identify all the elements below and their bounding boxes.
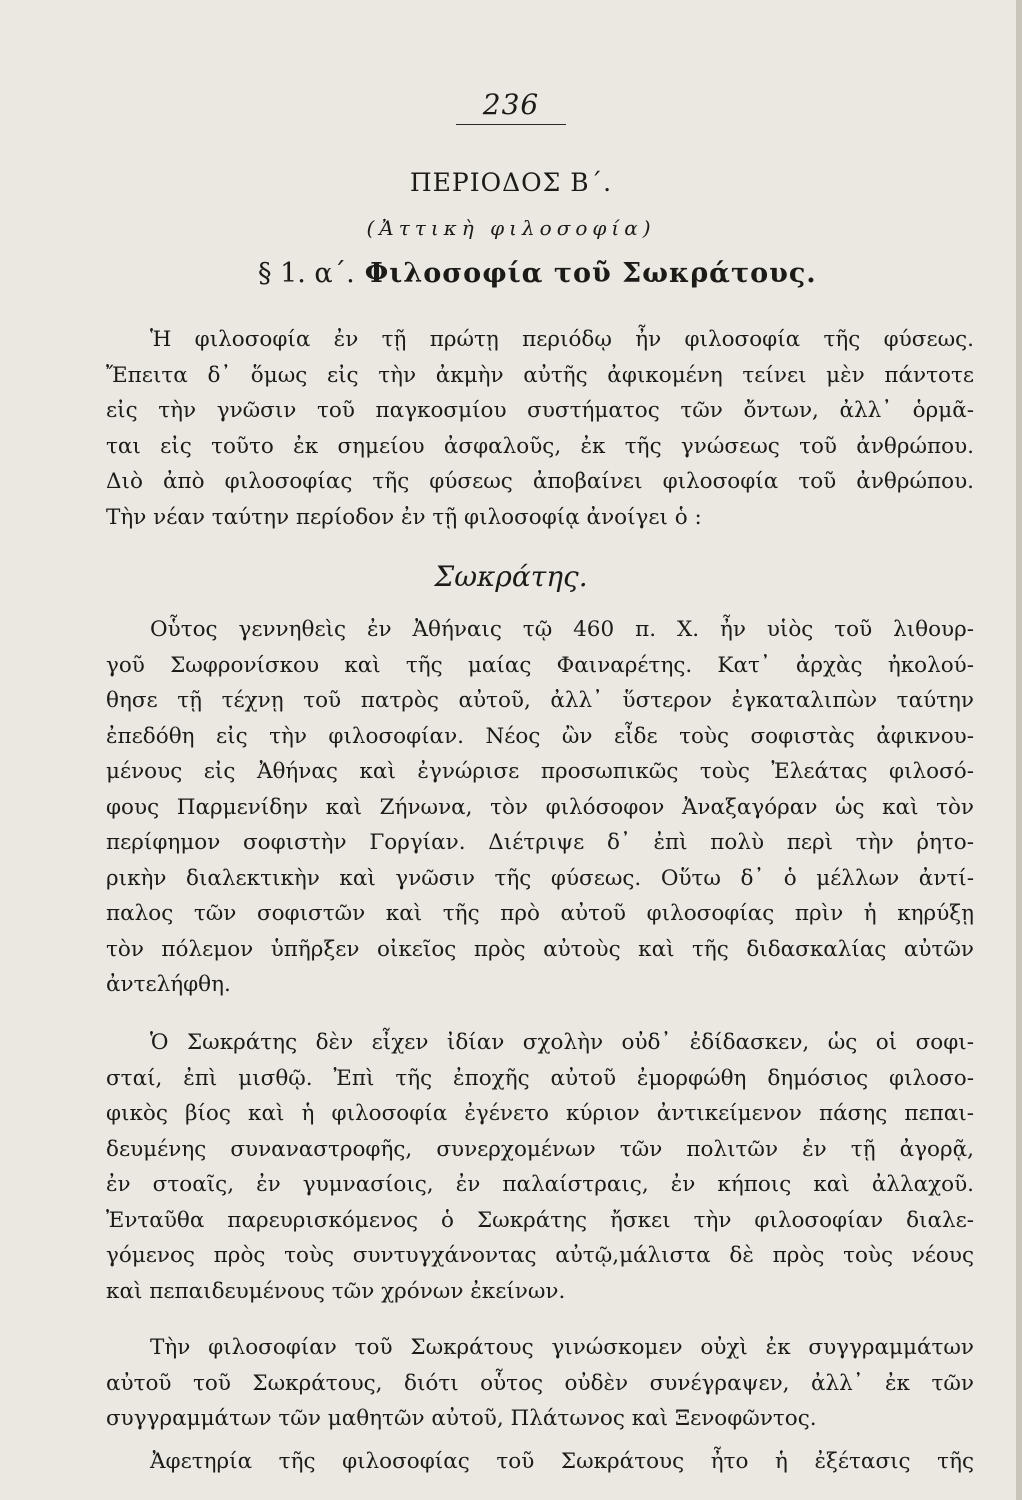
text-line: παλος τῶν σοφιστῶν καὶ τῆς πρὸ αὐτοῦ φιλοσοφίας πρὶν ἡ κηρύξῃ <box>106 901 974 926</box>
text-line: εἰς τὴν γνῶσιν τοῦ παγκοσμίου συστήματος τῶν ὄντων, ἀλλ᾽ ὁρμᾶ- <box>106 398 974 423</box>
text-line: φους Παρμενίδην καὶ Ζήνωνα, τὸν φιλόσοφον Ἀναξαγόραν ὡς καὶ τὸν <box>106 794 974 820</box>
text-line: αὐτοῦ τοῦ Σωκράτους, διότι οὗτος οὐδὲν συνέγραψεν, ἀλλ᾽ ἐκ τῶν <box>106 1370 974 1396</box>
text-line: ἀντελήφθη. <box>106 972 231 997</box>
text-line: τὸν πόλεμον ὑπῆρξεν οἰκεῖος πρὸς αὐτοὺς καὶ τῆς διδασκαλίας αὐτῶν <box>106 936 974 962</box>
page-number-rule <box>456 124 566 125</box>
text-line: Οὗτος γεννηθεὶς ἐν Ἀθήναις τῷ 460 π. Χ. ἦν υἱὸς τοῦ λιθουρ- <box>150 617 974 642</box>
text-line: Ἀφετηρία τῆς φιλοσοφίας τοῦ Σωκράτους ἦτο ἡ ἐξέτασις τῆς <box>150 1449 974 1474</box>
text-line: συγγραμμάτων τῶν μαθητῶν αὐτοῦ, Πλάτωνος καὶ Ξενοφῶντος. <box>106 1406 817 1431</box>
text-line: δευμένης συναναστροφῆς, συνερχομένων τῶν πολιτῶν ἐν τῇ ἀγορᾷ, <box>106 1136 974 1162</box>
name-heading: Σωκράτης. <box>434 560 588 593</box>
text-line: μένους εἰς Ἀθήνας καὶ ἐγνώρισε προσωπικῶς τοὺς Ἐλεάτας φιλοσό- <box>106 759 974 784</box>
section-heading <box>258 258 958 289</box>
text-line: Ἔπειτα δ᾽ ὅμως εἰς τὴν ἀκμὴν αὐτῆς ἀφικομένη τείνει μὲν πάντοτε <box>106 362 974 388</box>
text-line: σταί, ἐπὶ μισθῷ. Ἐπὶ τῆς ἐποχῆς αὐτοῦ ἐμορφώθη δημόσιος φιλοσο- <box>106 1065 974 1091</box>
text-line: περίφημον σοφιστὴν Γοργίαν. Διέτριψε δ᾽ ἐπὶ πολὺ περὶ τὴν ῥητο- <box>106 830 974 855</box>
text-line: Ὁ Σωκράτης δὲν εἶχεν ἰδίαν σχολὴν οὐδ᾽ ἐδίδασκεν, ὡς οἱ σοφι- <box>150 1030 974 1055</box>
text-line: φικὸς βίος καὶ ἡ φιλοσοφία ἐγένετο κύριον ἀντικείμενον πάσης πεπαι- <box>106 1101 974 1126</box>
section-title: Φιλοσοφία τοῦ Σωκράτους. <box>364 258 817 289</box>
paragraph-4 <box>106 1444 974 1480</box>
paragraph-2 <box>106 1025 974 1309</box>
text-line: ἐν στοαῖς, ἐν γυμνασίοις, ἐν παλαίστραις, ἐν κήποις καὶ ἀλλαχοῦ. <box>106 1172 974 1197</box>
text-line: ρικὴν διαλεκτικὴν καὶ γνῶσιν τῆς φύσεως. Οὕτω δ᾽ ὁ μέλλων ἀντί- <box>106 865 974 891</box>
section-number: § 1. α΄. <box>258 258 355 289</box>
paragraph-3 <box>106 1330 974 1437</box>
period-subtitle: (Ἀττικὴ φιλοσοφία) <box>366 216 656 240</box>
text-line: Ἐνταῦθα παρευρισκόμενος ὁ Σωκράτης ἤσκει τὴν φιλοσοφίαν διαλε- <box>106 1207 974 1233</box>
paragraph-1 <box>106 612 974 1003</box>
text-line: ἐπεδόθη εἰς τὴν φιλοσοφίαν. Νέος ὢν εἶδε τοὺς σοφιστὰς ἀφικνου- <box>106 723 974 749</box>
text-line: Ἡ φιλοσοφία ἐν τῇ πρώτῃ περιόδῳ ἦν φιλοσοφία τῆς φύσεως. <box>150 327 974 352</box>
intro-paragraph <box>106 322 974 535</box>
text-line: Διὸ ἀπὸ φιλοσοφίας τῆς φύσεως ἀποβαίνει φιλοσοφία τοῦ ἀνθρώπου. <box>106 469 974 494</box>
text-line: γόμενος πρὸς τοὺς συντυγχάνοντας αὐτῷ,μάλιστα δὲ πρὸς τοὺς νέους <box>106 1243 974 1268</box>
text-line: Τὴν νέαν ταύτην περίοδον ἐν τῇ φιλοσοφίᾳ ἀνοίγει ὁ : <box>106 504 702 530</box>
page-number: 236 <box>482 88 540 121</box>
text-line: ται εἰς τοῦτο ἐκ σημείου ἀσφαλοῦς, ἐκ τῆς γνώσεως τοῦ ἀνθρώπου. <box>106 433 974 459</box>
text-line: καὶ πεπαιδευμένους τῶν χρόνων ἐκείνων. <box>106 1278 566 1304</box>
text-line: θησε τῇ τέχνῃ τοῦ πατρὸς αὐτοῦ, ἀλλ᾽ ὕστερον ἐγκαταλιπὼν ταύτην <box>106 688 974 713</box>
period-title: ΠΕΡΙΟΔΟΣ Β΄. <box>409 168 613 197</box>
text-line: Τὴν φιλοσοφίαν τοῦ Σωκράτους γινώσκομεν οὐχὶ ἐκ συγγραμμάτων <box>150 1335 974 1360</box>
text-line: γοῦ Σωφρονίσκου καὶ τῆς μαίας Φαιναρέτης. Κατ᾽ ἀρχὰς ἠκολού- <box>106 652 974 678</box>
